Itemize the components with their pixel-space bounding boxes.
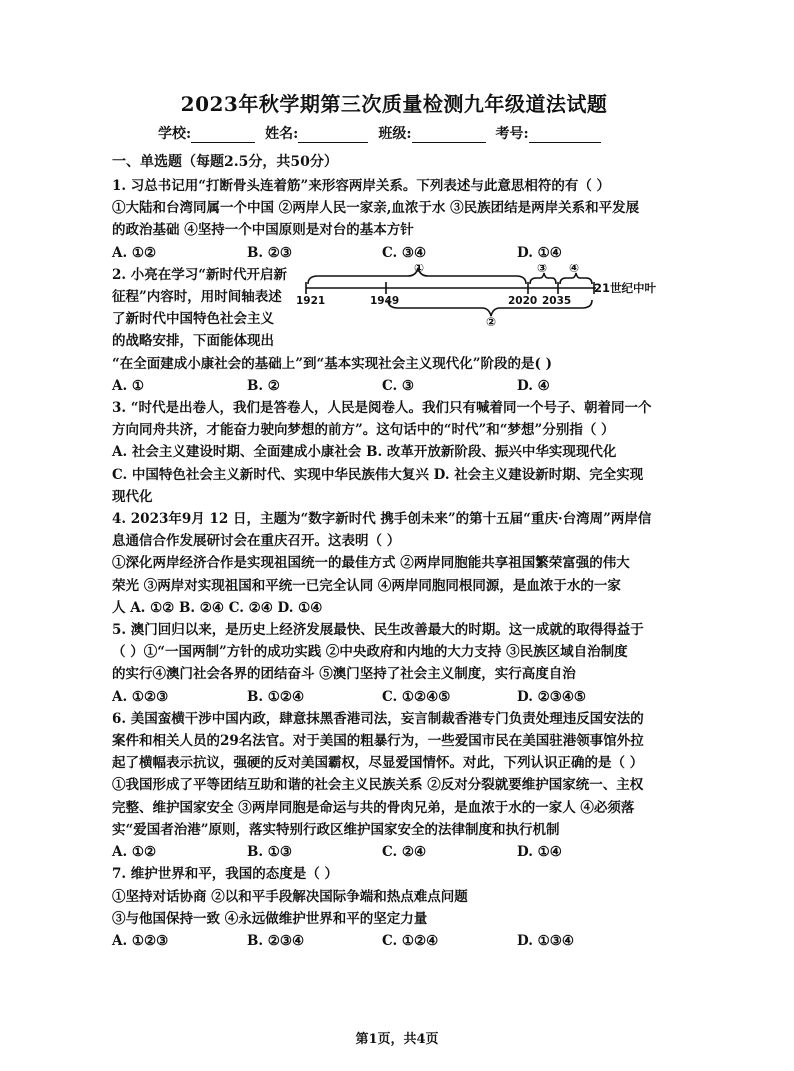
question-line: “在全面建成小康社会的基础上”到“基本实现社会主义现代化”阶段的是( ) — [112, 355, 553, 372]
question-line: 实“爱国者治港”原则，落实特别行政区维护国家安全的法律制度和执行机制 — [112, 821, 560, 838]
question-6 — [112, 708, 676, 841]
option-a[interactable]: A. ① — [112, 377, 144, 394]
option-line[interactable]: 人 A. ①② B. ②④ C. ②④ D. ①④ — [112, 599, 323, 616]
option-d[interactable]: D. ①④ — [517, 244, 562, 261]
question-line: 了新时代中国特色社会主义 — [112, 311, 274, 328]
timeline-label-4: ④ — [569, 263, 580, 275]
question-line: 的战略安排，下面能体现出 — [112, 333, 274, 350]
option-c[interactable]: C. ①②④ — [382, 932, 439, 949]
name-blank[interactable] — [298, 128, 368, 143]
name-field: 姓名: — [265, 123, 368, 143]
option-a[interactable]: A. ①②③ — [112, 688, 169, 705]
question-2-text — [112, 264, 296, 353]
timeline-diagram — [296, 264, 676, 326]
timeline-label-3: ③ — [537, 263, 548, 275]
option-b[interactable]: B. ①②④ — [247, 688, 305, 705]
option-d[interactable]: D. ④ — [517, 377, 550, 394]
question-line: ①深化两岸经济合作是实现祖国统一的最佳方式 ②两岸同胞能共享祖国繁荣富强的伟大 — [112, 555, 630, 572]
question-line: 4. 2023年9月 12 日，主题为“数字新时代 携手创未来”的第十五届“重庆·台湾周”两岸信 — [112, 511, 652, 528]
class-field: 班级: — [378, 123, 485, 143]
question-line: 5. 澳门回归以来，是历史上经济发展最快、民生改善最大的时期。这一成就的取得得益于 — [112, 622, 644, 639]
question-1-options — [112, 242, 676, 264]
option-c[interactable]: C. ③④ — [382, 244, 427, 261]
question-line: 完整、维护国家安全 ③两岸同胞是命运与共的骨肉兄弟，是血浓于水的一家人 ④必须落 — [112, 799, 635, 816]
option-line[interactable]: C. 中国特色社会主义新时代、实现中华民族伟大复兴 D. 社会主义建设新时期、完全实现 — [112, 466, 644, 483]
class-blank[interactable] — [412, 128, 486, 143]
question-5 — [112, 619, 676, 686]
option-d[interactable]: D. ②③④⑤ — [517, 688, 587, 705]
question-2-stem — [112, 353, 676, 375]
question-line: 荣光 ③两岸对实现祖国和平统一已完全认同 ④两岸同胞同根同源，是血浓于水的一家 — [112, 577, 621, 594]
timeline-label-2: ② — [486, 314, 497, 326]
timeline-label-1: ① — [414, 263, 425, 275]
question-6-options — [112, 841, 676, 863]
question-line: ①坚持对话协商 ②以和平手段解决国际争端和热点难点问题 — [112, 888, 468, 905]
student-info-line — [158, 123, 676, 143]
question-line: ①大陆和台湾同属一个中国 ②两岸人民一家亲,血浓于水 ③民族团结是两岸关系和平发展 — [112, 200, 640, 217]
exam-title: 2023年秋学期第三次质量检测九年级道法试题 — [180, 92, 608, 116]
option-d[interactable]: D. ①③④ — [517, 932, 574, 949]
school-blank[interactable] — [191, 128, 255, 143]
exam-no-field: 考号: — [496, 123, 601, 143]
question-line: 案件和相关人员的29名法官。对于美国的粗暴行为，一些爱国市民在美国驻港领事馆外拉 — [112, 733, 644, 750]
question-line: 的政治基础 ④坚持一个中国原则是对台的基本方针 — [112, 222, 414, 239]
question-line: 征程”内容时，用时间轴表述 — [112, 289, 282, 306]
option-a[interactable]: A. ①② — [112, 844, 157, 861]
option-c[interactable]: C. ③ — [382, 377, 415, 394]
question-7-options — [112, 930, 676, 952]
question-line: 起了横幅表示抗议，强硬的反对美国霸权，尽显爱国情怀。对此，下列认识正确的是（ ） — [112, 755, 644, 772]
option-b[interactable]: B. ②③④ — [247, 932, 305, 949]
question-5-options — [112, 686, 676, 708]
question-line: 的实行④澳门社会各界的团结奋斗 ⑤澳门坚持了社会主义制度，实行高度自治 — [112, 666, 576, 683]
question-2 — [112, 264, 676, 353]
question-line: 方向同舟共济，才能奋力驶向梦想的前方”。这句话中的“时代”和“梦想”分别指（ ） — [112, 422, 615, 439]
question-line: ③与他国保持一致 ④永远做维护世界和平的坚定力量 — [112, 910, 428, 927]
question-1 — [112, 175, 676, 242]
question-line: 息通信合作发展研讨会在重庆召开。这表明（ ） — [112, 533, 401, 550]
option-a[interactable]: A. ①②③ — [112, 932, 169, 949]
tick-label-1921: 1921 — [296, 294, 326, 307]
question-line: （ ）①“一国两制”方针的成功实践 ②中央政府和内地的大力支持 ③民族区域自治制度 — [112, 644, 628, 661]
option-b[interactable]: B. ②③ — [247, 244, 293, 261]
option-c[interactable]: C. ①②④⑤ — [382, 688, 451, 705]
option-b[interactable]: B. ①③ — [247, 844, 293, 861]
option-line[interactable]: 现代化 — [112, 488, 153, 505]
question-7 — [112, 863, 676, 930]
question-line: 3. “时代是出卷人，我们是答卷人，人民是阅卷人。我们只有喊着同一个号子、朝着同一个 — [112, 400, 652, 417]
exam-no-blank[interactable] — [529, 128, 601, 143]
option-d[interactable]: D. ①④ — [517, 844, 562, 861]
question-3 — [112, 397, 676, 508]
question-line: 6. 美国蛮横干涉中国内政，肆意抹黑香港司法，妄言制裁香港专门负责处理违反国安法的 — [112, 710, 644, 727]
option-c[interactable]: C. ②④ — [382, 844, 427, 861]
question-4 — [112, 508, 676, 619]
tick-label-2035: 2035 — [542, 294, 572, 307]
question-line: 7. 维护世界和平，我国的态度是（ ） — [112, 866, 338, 883]
question-line: 2. 小亮在学习“新时代开启新 — [112, 266, 288, 283]
question-line: 1. 习总书记用“打断骨头连着筋”来形容两岸关系。下列表述与此意思相符的有（ ） — [112, 178, 611, 194]
tick-label-2020: 2020 — [508, 294, 538, 307]
tick-label-1949: 1949 — [370, 294, 400, 307]
option-b[interactable]: B. ② — [247, 377, 280, 394]
question-line: ①我国形成了平等团结互助和谐的社会主义民族关系 ②反对分裂就要维护国家统一、主权 — [112, 777, 644, 794]
option-line[interactable]: A. 社会主义建设时期、全面建成小康社会 B. 改革开放新阶段、振兴中华实现现代化 — [112, 444, 617, 461]
page-footer: 第1页，共4页 — [355, 1032, 439, 1047]
tick-label-mid-century: 21世纪中叶 — [594, 280, 657, 295]
section-heading: 一、单选题（每题2.5分，共50分） — [112, 154, 338, 170]
question-2-options — [112, 375, 676, 397]
school-field: 学校: — [158, 123, 255, 143]
timeline-svg — [296, 264, 676, 326]
option-a[interactable]: A. ①② — [112, 244, 157, 261]
